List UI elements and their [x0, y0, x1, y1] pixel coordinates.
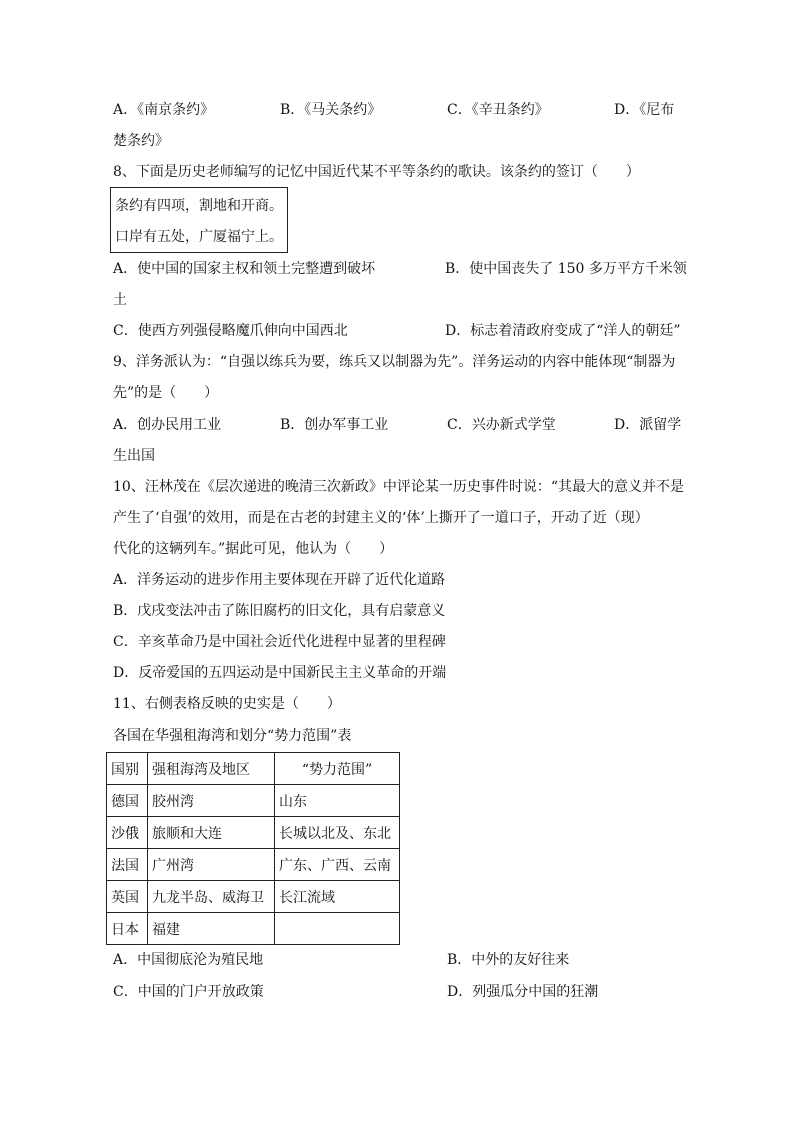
table-header-row: [107, 753, 400, 785]
q7-option-b: B．《马关条约》: [280, 102, 382, 118]
q8-option-a: A．使中国的国家主权和领土完整遭到破坏: [113, 261, 376, 277]
table-cell: 英国: [107, 881, 148, 913]
table-cell: 胶州湾: [148, 785, 275, 817]
table-row: [107, 849, 400, 881]
q9-option-d-continued: 生出国: [113, 448, 155, 464]
table-cell: 广东、广西、云南: [275, 849, 400, 881]
q7-option-d: D．《尼布: [614, 102, 675, 118]
table-header-cell: “势力范围”: [275, 753, 400, 785]
q7-option-a: A．《南京条约》: [113, 102, 215, 118]
q8-mnemonic-box: [110, 187, 288, 253]
table-cell: 日本: [107, 913, 148, 945]
table-header-cell: 强租海湾及地区: [148, 753, 275, 785]
q8-stem: 8、下面是历史老师编写的记忆中国近代某不平等条约的歌诀。该条约的签订（ ）: [113, 164, 640, 180]
q10-option-a: A．洋务运动的进步作用主要体现在开辟了近代化道路: [113, 572, 446, 588]
table-cell: 德国: [107, 785, 148, 817]
table-row: [107, 817, 400, 849]
table-row: [107, 913, 400, 945]
q7-option-c: C．《辛丑条约》: [447, 102, 549, 118]
table-cell: 福建: [148, 913, 275, 945]
q8-option-d: D．标志着清政府变成了“洋人的朝廷”: [445, 323, 681, 339]
q10-option-b: B．戊戌变法冲击了陈旧腐朽的旧文化，具有启蒙意义: [113, 603, 446, 619]
q11-table: [106, 752, 400, 945]
q8-option-c: C．使西方列强侵略魔爪伸向中国西北: [113, 323, 348, 339]
table-cell: 长江流域: [275, 881, 400, 913]
q9-stem-line-1: 9、洋务派认为：“自强以练兵为要，练兵又以制器为先”。洋务运动的内容中能体现“制器为: [113, 354, 676, 370]
table-cell: 广州湾: [148, 849, 275, 881]
table-cell: 长城以北及、东北: [275, 817, 400, 849]
table-cell: 旅顺和大连: [148, 817, 275, 849]
table-row: [107, 785, 400, 817]
q11-option-d: D．列强瓜分中国的狂潮: [447, 984, 599, 1000]
table-header-cell: 国别: [107, 753, 148, 785]
q10-stem-line-2: 产生了‘自强’的效用，而是在古老的封建主义的‘体’上撕开了一道口子，开动了近（现）: [113, 510, 649, 526]
q9-option-b: B．创办军事工业: [280, 417, 389, 433]
table-cell: 九龙半岛、威海卫: [148, 881, 275, 913]
q9-stem-line-2: 先”的是（ ）: [113, 385, 219, 401]
table-cell: 沙俄: [107, 817, 148, 849]
table-cell: [275, 913, 400, 945]
q8-box-line-1: 条约有四项，割地和开商。: [115, 198, 283, 214]
q11-option-b: B．中外的友好往来: [447, 952, 570, 968]
q9-option-a: A．创办民用工业: [113, 417, 222, 433]
q11-option-c: C．中国的门户开放政策: [113, 984, 264, 1000]
q10-option-c: C．辛亥革命乃是中国社会近代化进程中显著的里程碑: [113, 634, 446, 650]
q9-option-d: D．派留学: [614, 417, 682, 433]
q7-option-d-continued: 楚条约》: [113, 133, 169, 149]
q8-option-b: B．使中国丧失了 150 多万平方千米领: [445, 261, 687, 277]
q11-option-a: A．中国彻底沦为殖民地: [113, 952, 264, 968]
q8-box-line-2: 口岸有五处，广厦福宁上。: [115, 229, 283, 245]
q9-option-c: C．兴办新式学堂: [447, 417, 556, 433]
q8-option-b-continued: 土: [113, 292, 127, 308]
q10-stem-line-1: 10、汪林茂在《层次递进的晚清三次新政》中评论某一历史事件时说：“其最大的意义并不是: [113, 479, 684, 495]
table-row: [107, 881, 400, 913]
table-cell: 法国: [107, 849, 148, 881]
q11-table-title: 各国在华强租海湾和划分“势力范围”表: [113, 728, 352, 744]
q10-option-d: D．反帝爱国的五四运动是中国新民主主义革命的开端: [113, 665, 447, 681]
q11-stem: 11、右侧表格反映的史实是（ ）: [113, 696, 341, 712]
q10-stem-line-3: 代化的这辆列车。”据此可见，他认为（ ）: [113, 541, 394, 557]
table-cell: 山东: [275, 785, 400, 817]
